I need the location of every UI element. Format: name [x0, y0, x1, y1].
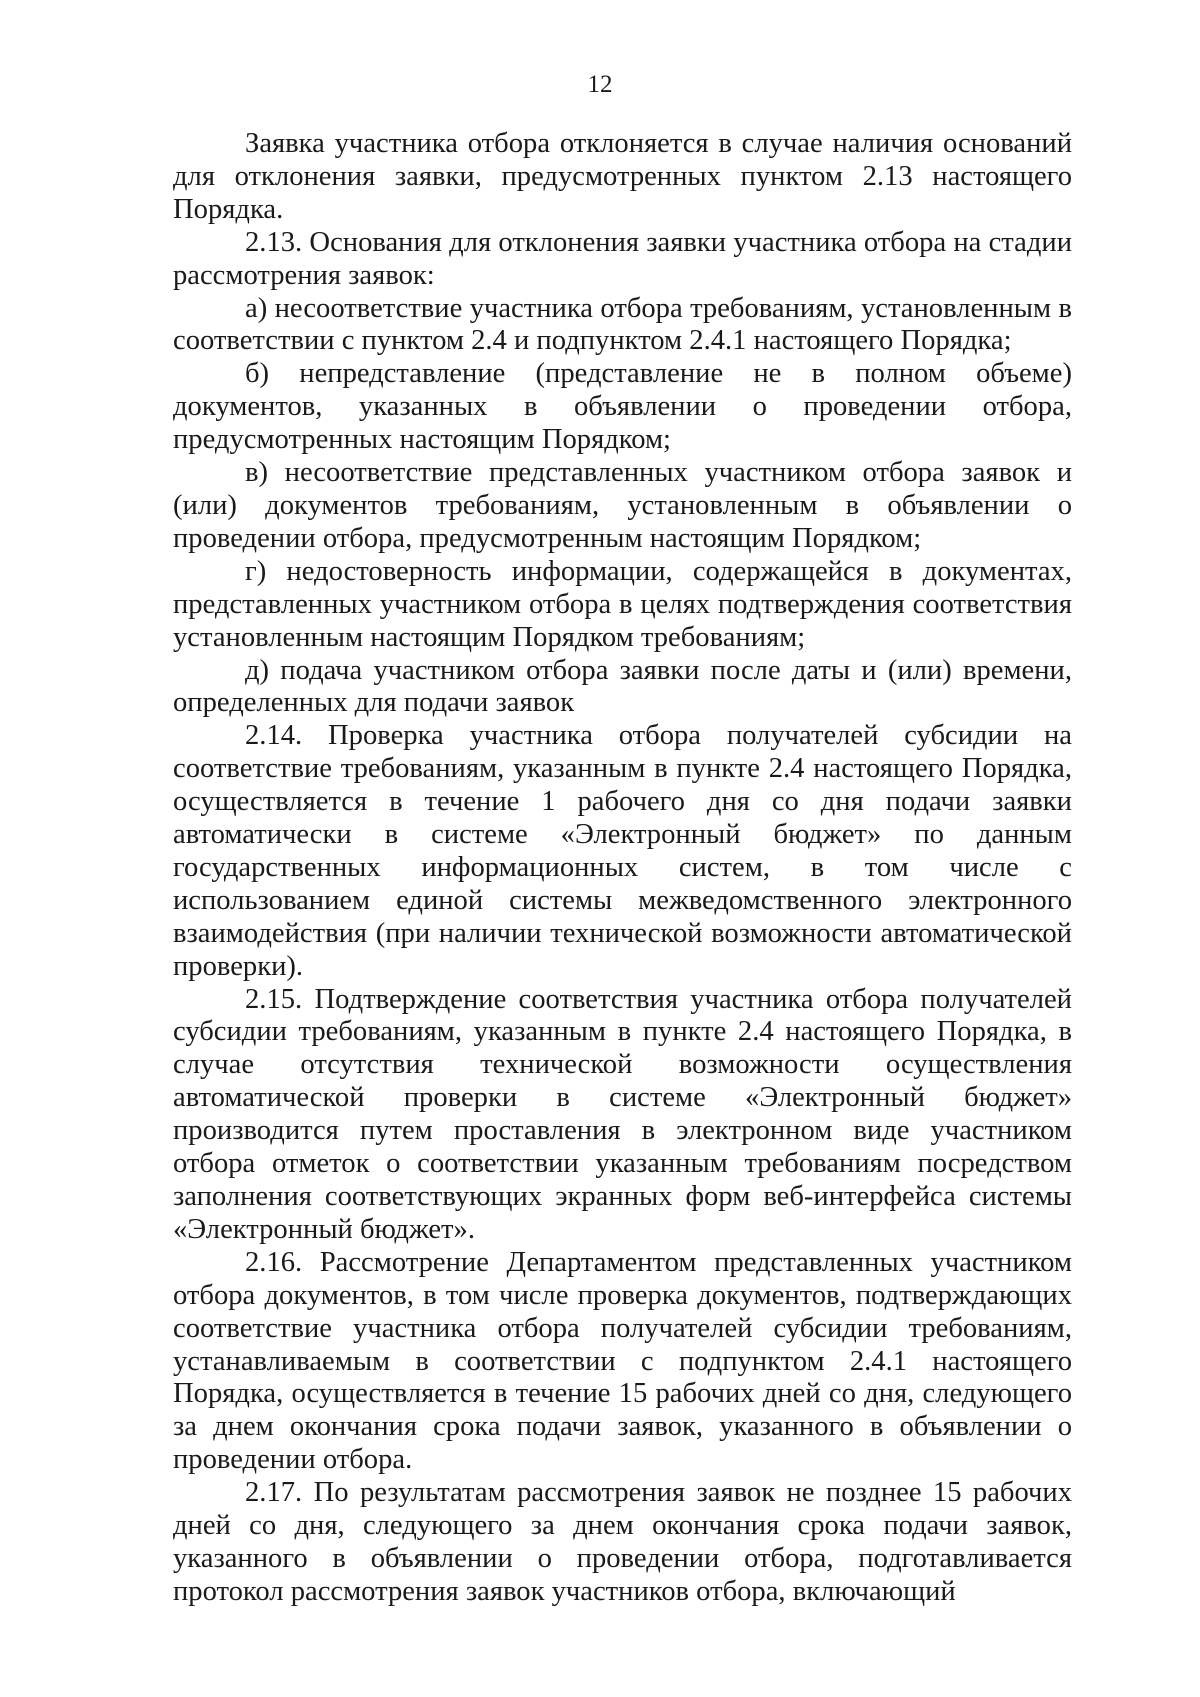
paragraph-2-13-a: а) несоответствие участника отбора требованиям, установленным в соответствии с пунктом 2.4 и подпунктом 2.4.1 настоящего Порядка; — [173, 292, 1072, 357]
paragraph-2-16: 2.16. Рассмотрение Департаментом представленных участником отбора документов, в том числе проверка документов, подтверждающих соответствие участника отбора получателей субсидии требованиям, устанавливаемым в соответствии с подпунктом 2.4.1 настоящего Порядка, осуществляется в течение 15 рабочих дней со дня, следующего за днем окончания срока подачи заявок, указанного в объявлении о проведении отбора. — [173, 1246, 1072, 1476]
page-number: 12 — [587, 71, 613, 98]
document-body — [173, 128, 1072, 1609]
paragraph-2-13-b: б) непредставление (представление не в полном объеме) документов, указанных в объявлении о проведении отбора, предусмотренных настоящим Порядком; — [173, 358, 1072, 456]
paragraph-2-13-g: г) недостоверность информации, содержащейся в документах, представленных участником отбора в целях подтверждения соответствия установленным настоящим Порядком требованиям; — [173, 555, 1072, 653]
paragraph-2-17: 2.17. По результатам рассмотрения заявок не позднее 15 рабочих дней со дня, следующего за днем окончания срока подачи заявок, указанного в объявлении о проведении отбора, подготавливается протокол рассмотрения заявок участников отбора, включающий — [173, 1477, 1072, 1607]
paragraph-2-13-v: в) несоответствие представленных участником отбора заявок и (или) документов требованиям, установленным в объявлении о проведении отбора, предусмотренным настоящим Порядком; — [173, 457, 1072, 554]
paragraph-2-14: 2.14. Проверка участника отбора получателей субсидии на соответствие требованиям, указанным в пункте 2.4 настоящего Порядка, осуществляется в течение 1 рабочего дня со дня подачи заявки автоматически в системе «Электронный бюджет» по данным государственных информационных систем, в том числе с использованием единой системы межведомственного электронного взаимодействия (при наличии технической возможности автоматической проверки). — [173, 720, 1072, 982]
paragraph-2-13: 2.13. Основания для отклонения заявки участника отбора на стадии рассмотрения заявок: — [173, 226, 1072, 291]
paragraph-rejection-intro: Заявка участника отбора отклоняется в случае наличия оснований для отклонения заявки, предусмотренных пунктом 2.13 настоящего Порядка. — [173, 128, 1072, 225]
paragraph-2-15: 2.15. Подтверждение соответствия участника отбора получателей субсидии требованиям, указанным в пункте 2.4 настоящего Порядка, в случае отсутствия технической возможности осуществления автоматической проверки в системе «Электронный бюджет» производится путем проставления в электронном виде участником отбора отметок о соответствии указанным требованиям посредством заполнения соответствующих экранных форм веб-интерфейса системы «Электронный бюджет». — [173, 983, 1072, 1245]
paragraph-2-13-d: д) подача участником отбора заявки после даты и (или) времени, определенных для подачи заявок — [173, 654, 1072, 719]
